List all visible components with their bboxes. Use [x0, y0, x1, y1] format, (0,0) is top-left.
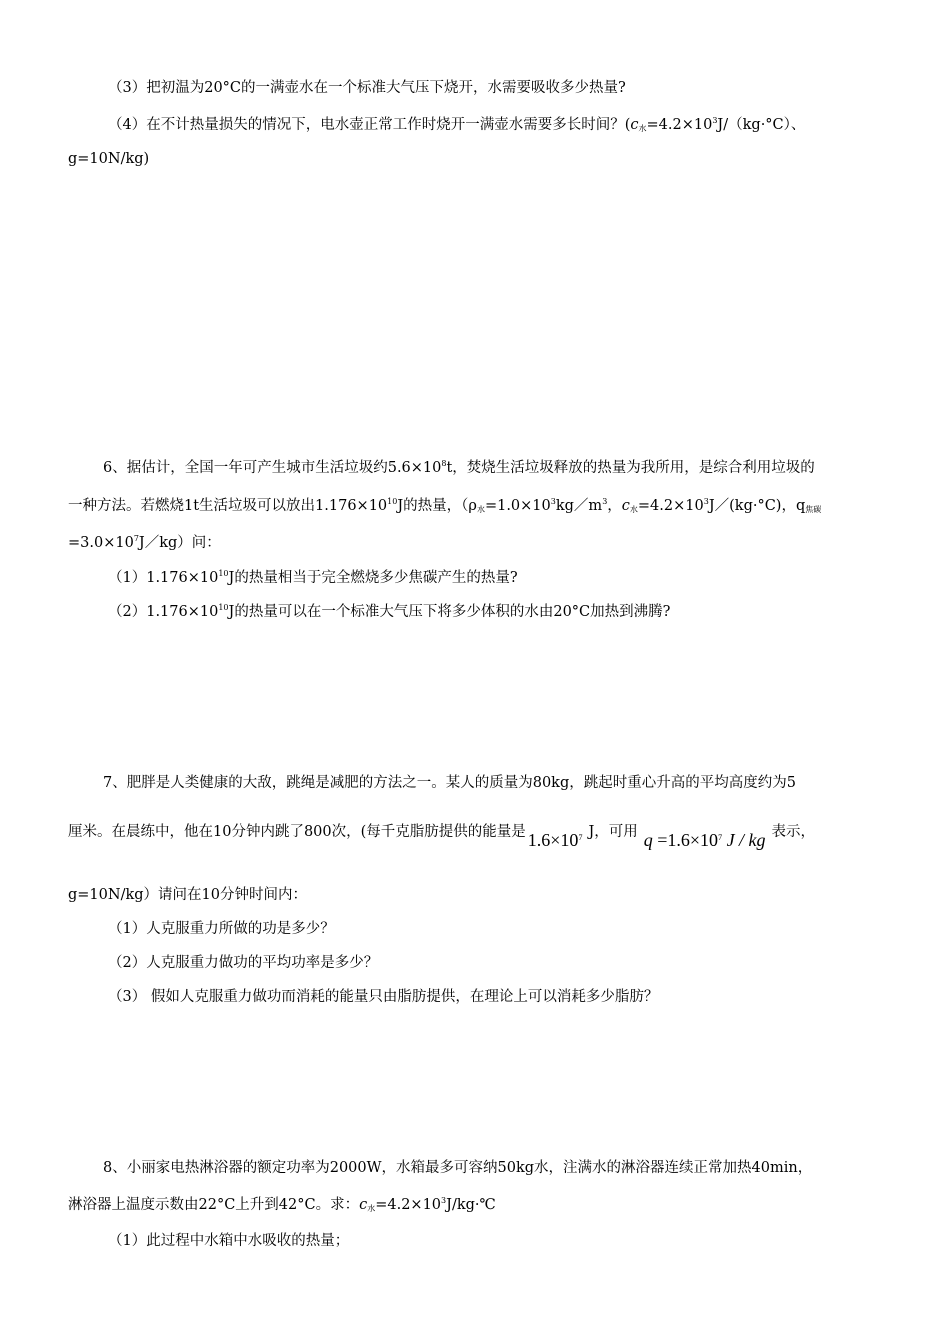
- q5-part4: （4）在不计热量损失的情况下，电水壶正常工作时烧开一满壶水需要多长时间？($c_水=4.2\times 10^3J/(kg\cdot^\circ C)$、: [108, 116, 806, 133]
- q7-line3: g=10N/kg）请问在10分钟时间内：: [68, 887, 307, 903]
- q8-line2: 淋浴器上温度示数由22°C上升到42°C。求：$c_水=4.2\times 10^3J/kg\cdot℃$: [68, 1196, 496, 1213]
- q8-line1: 8、小丽家电热淋浴器的额定功率为2000W，水箱最多可容纳50kg水，注满水的淋浴器连续正常加热40min，: [103, 1160, 813, 1176]
- q6-line1: 6、据估计，全国一年可产生城市生活垃圾约$5.6\times 10^8t$，焚烧生活垃圾释放的热量为我所用，是综合利用垃圾的: [103, 459, 815, 476]
- q6-line2: 一种方法。若燃烧1t生活垃圾可以放出$1.176\times 10^{10}J$的热量，（$\rho_水=1.0\times 10^3kg/m^3$，$c_水=4.2\times 10^3J/(kg\cdot^\circ C)$，$q_{焦碳}$: [68, 497, 822, 514]
- q7-line1: 7、肥胖是人类健康的大敌，跳绳是减肥的方法之一。某人的质量为80kg，跳起时重心升高的平均高度约为5: [103, 775, 796, 791]
- fat-energy-formula: $1.6\times 10^7$: [527, 830, 583, 850]
- q7-sub2: （2）人克服重力做功的平均功率是多少？: [108, 955, 379, 971]
- q6-sub1: $(1)1.176\times 10^{10}J$的热量相当于完全燃烧多少焦碳产生的热量?: [108, 569, 518, 586]
- q6-sub2: $(2)1.176\times 10^{10}J$的热量可以在一个标准大气压下将多少体积的水由20°C加热到沸腾?: [108, 603, 671, 620]
- q8-sub1: （1）此过程中水箱中水吸收的热量；: [108, 1233, 350, 1249]
- q7-line2: 厘米。在晨练中，他在10分钟内跳了800次，(每千克脂肪提供的能量是 $1.6\times 10^7$ J，可用 $q =1.6\times 10^7$ J / kg 表示，: [68, 824, 816, 850]
- q7-sub3: （3） 假如人克服重力做功而消耗的能量只由脂肪提供，在理论上可以消耗多少脂肪？: [108, 989, 659, 1005]
- heat-value-formula: $q =1.6\times 10^7$ J / kg: [643, 830, 766, 850]
- q5-part4-cont: g=10N/kg): [68, 151, 150, 167]
- q6-line3: $=3.0\times 10^7J/kg$）问：: [68, 534, 221, 551]
- q5-part3: （3）把初温为20°C的一满壶水在一个标准大气压下烧开，水需要吸收多少热量?: [108, 80, 626, 96]
- q7-sub1: （1）人克服重力所做的功是多少？: [108, 921, 335, 937]
